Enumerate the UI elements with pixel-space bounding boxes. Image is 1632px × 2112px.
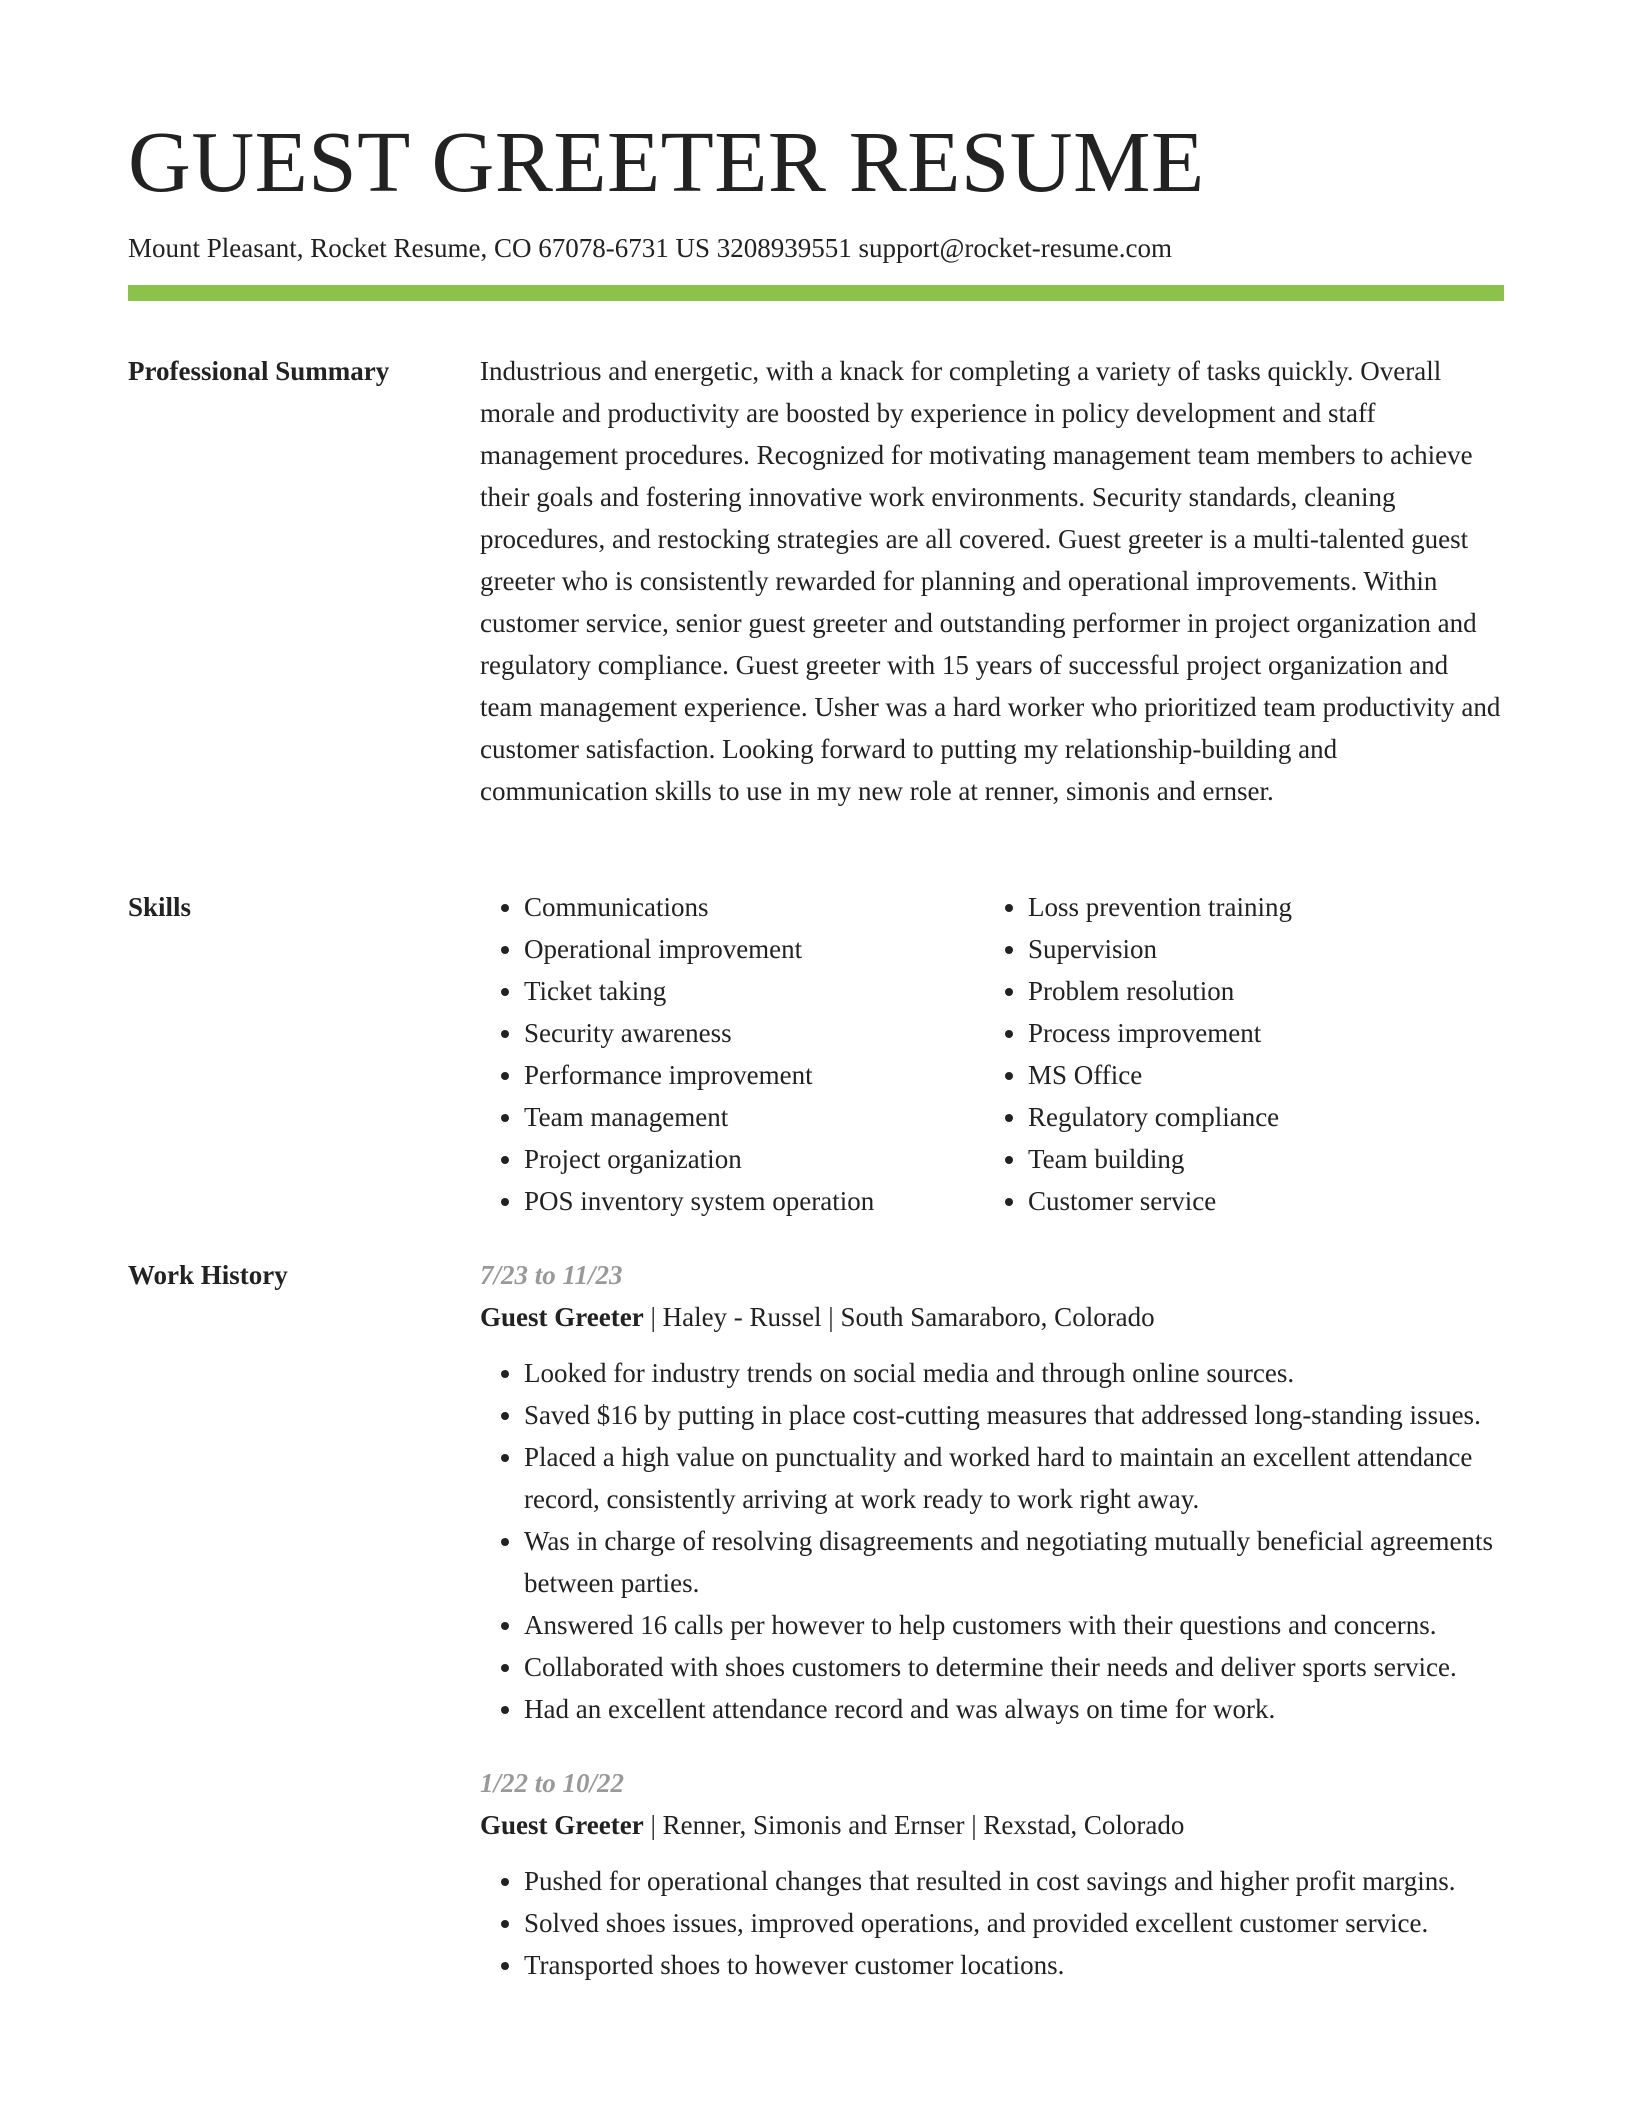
skill-item: • Loss prevention training (1028, 886, 1488, 928)
job-title: Guest Greeter (480, 1810, 644, 1840)
contact-email: support@rocket-resume.com (858, 233, 1172, 263)
skills-list-left (480, 886, 984, 1222)
skill-item: • Regulatory compliance (1028, 1096, 1488, 1138)
job-bullet: • Collaborated with shoes customers to determine their needs and deliver sports service. (524, 1646, 1504, 1688)
accent-divider (128, 285, 1504, 301)
skill-item: • MS Office (1028, 1054, 1488, 1096)
skills-columns (480, 886, 1504, 1222)
skills-body (480, 886, 1504, 1222)
job-bullets (480, 1352, 1504, 1730)
job-bullet: • Pushed for operational changes that resulted in cost savings and higher profit margins. (524, 1860, 1504, 1902)
skill-item: • Customer service (1028, 1180, 1488, 1222)
contact-address: Mount Pleasant, Rocket Resume, CO 67078-6731 US (128, 233, 710, 263)
job-entry (480, 1254, 1504, 1730)
skill-item: • Security awareness (524, 1012, 984, 1054)
skills-list-right (984, 886, 1488, 1222)
skill-item: • Communications (524, 886, 984, 928)
job-bullet: • Answered 16 calls per however to help customers with their questions and concerns. (524, 1604, 1504, 1646)
skill-item: • Problem resolution (1028, 970, 1488, 1012)
job-bullet: • Solved shoes issues, improved operations, and provided excellent customer service. (524, 1902, 1504, 1944)
job-bullet: • Looked for industry trends on social media and through online sources. (524, 1352, 1504, 1394)
resume-title: GUEST GREETER RESUME (128, 113, 1205, 210)
contact-phone: 3208939551 (716, 233, 852, 263)
summary-heading: Professional Summary (128, 356, 390, 386)
job-title-line (480, 1296, 1504, 1338)
job-title-line (480, 1804, 1504, 1846)
job-bullet: • Saved $16 by putting in place cost-cutting measures that addressed long-standing issues. (524, 1394, 1504, 1436)
skill-item: • Team management (524, 1096, 984, 1138)
skill-item: • Process improvement (1028, 1012, 1488, 1054)
job-dates: 1/22 to 10/22 (480, 1768, 625, 1798)
job-bullet: • Placed a high value on punctuality and worked hard to maintain an excellent attendance record, consistently arriving at work ready to work right away. (524, 1436, 1504, 1520)
job-bullet: • Was in charge of resolving disagreements and negotiating mutually beneficial agreements between parties. (524, 1520, 1504, 1604)
work-history-heading: Work History (128, 1260, 288, 1290)
job-entry (480, 1762, 1504, 1986)
skill-item: • Operational improvement (524, 928, 984, 970)
job-dates: 7/23 to 11/23 (480, 1260, 623, 1290)
job-employer-location: | Haley - Russel | South Samaraboro, Colorado (643, 1302, 1155, 1332)
job-title: Guest Greeter (480, 1302, 644, 1332)
job-bullets (480, 1860, 1504, 1986)
skill-item: • Team building (1028, 1138, 1488, 1180)
skill-item: • Supervision (1028, 928, 1488, 970)
skill-item: • Performance improvement (524, 1054, 984, 1096)
skill-item: • POS inventory system operation (524, 1180, 984, 1222)
work-history-body (480, 1254, 1504, 1986)
skill-item: • Ticket taking (524, 970, 984, 1012)
summary-text: Industrious and energetic, with a knack for completing a variety of tasks quickly. Overall morale and productivity are boosted by experience in policy development and staff management procedures. Recognized for motivating management team members to achieve their goals and fostering innovative work environments. Security standards, cleaning procedures, and restocking strategies are all covered. Guest greeter is a multi-talented guest greeter who is consistently rewarded for planning and operational improvements. Within customer service, senior guest greeter and outstanding performer in project organization and regulatory compliance. Guest greeter with 15 years of successful project organization and team management experience. Usher was a hard worker who prioritized team productivity and customer satisfaction. Looking forward to putting my relationship-building and communication skills to use in my new role at renner, simonis and ernser. (480, 356, 1501, 806)
job-employer-location: | Renner, Simonis and Ernser | Rexstad, Colorado (643, 1810, 1185, 1840)
job-bullet: • Had an excellent attendance record and was always on time for work. (524, 1688, 1504, 1730)
contact-line (128, 232, 1172, 264)
skills-heading: Skills (128, 892, 192, 922)
skill-item: • Project organization (524, 1138, 984, 1180)
summary-body (480, 350, 1504, 812)
job-bullet: • Transported shoes to however customer locations. (524, 1944, 1504, 1986)
